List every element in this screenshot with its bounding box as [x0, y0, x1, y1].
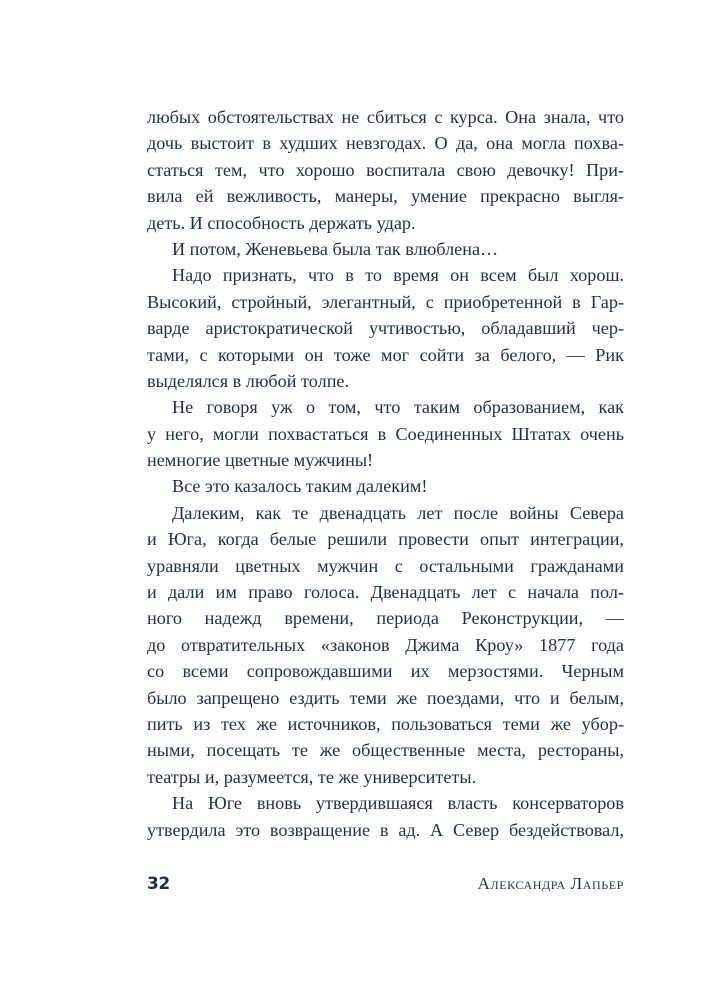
text-line: до отвратительных «законов Джима Кроу» 1877 года: [147, 634, 624, 655]
text-line: ными, посещать те же общественные места, рестораны,: [147, 740, 624, 761]
text-line: и дали им право голоса. Двенадцать лет с начала пол-: [147, 582, 624, 603]
text-line: ного надежд времени, периода Реконструкции, —: [147, 608, 624, 629]
text-line: тами, с которыми он тоже мог сойти за белого, — Рик: [147, 344, 624, 365]
text-line: было запрещено ездить теми же поездами, что и белым,: [147, 687, 624, 708]
text-line: и Юга, когда белые решили провести опыт интеграции,: [147, 529, 624, 550]
text-line: любых обстоятельствах не сбиться с курса. Она знала, что: [147, 107, 624, 127]
text-line: уравняли цветных мужчин с остальными гражданами: [147, 555, 624, 576]
page-body: [147, 104, 624, 843]
text-line: вила ей вежливость, манеры, умение прекрасно выгля-: [147, 186, 624, 207]
text-line: утвердила это возвращение в ад. А Север бездействовал,: [147, 819, 624, 840]
text-line: Все это казалось таким далеким!: [172, 476, 428, 497]
text-line: пить из тех же источников, пользоваться теми же убор-: [147, 713, 624, 734]
text-line: варде аристократической учтивостью, обладавший чер-: [147, 318, 624, 339]
text-line: Не говоря уж о том, что таким образованием, как: [172, 397, 624, 418]
text-line: со всеми сопровождавшими их мерзостями. Черным: [147, 661, 624, 682]
text-line: дочь выстоит в худших невзгодах. О да, она могла похва-: [147, 133, 624, 154]
page-footer: [147, 871, 624, 897]
text-line: Высокий, стройный, элегантный, с приобретенной в Гар-: [147, 291, 624, 312]
text-line: выделялся в любой толпе.: [147, 370, 350, 391]
text-line: Надо признать, что в то время он всем был хорош.: [172, 265, 624, 286]
text-line: Далеким, как те двенадцать лет после войны Севера: [172, 502, 624, 523]
text-line: немногие цветные мужчины!: [147, 450, 374, 471]
text-line: статься тем, что хорошо воспитала свою девочку! При-: [147, 159, 624, 180]
text-line: На Юге вновь утвердившаяся власть консерваторов: [172, 793, 624, 814]
running-head-author: Александра Лапьер: [477, 874, 624, 893]
page-number: 32: [147, 874, 170, 894]
text-line: театры и, разумеется, те же университеты.: [147, 766, 477, 787]
text-line: у него, могли похвастаться в Соединенных Штатах очень: [147, 423, 624, 444]
text-line: деть. И способность держать удар.: [147, 212, 416, 233]
text-line: И потом, Женевьева была так влюблена…: [172, 238, 499, 259]
